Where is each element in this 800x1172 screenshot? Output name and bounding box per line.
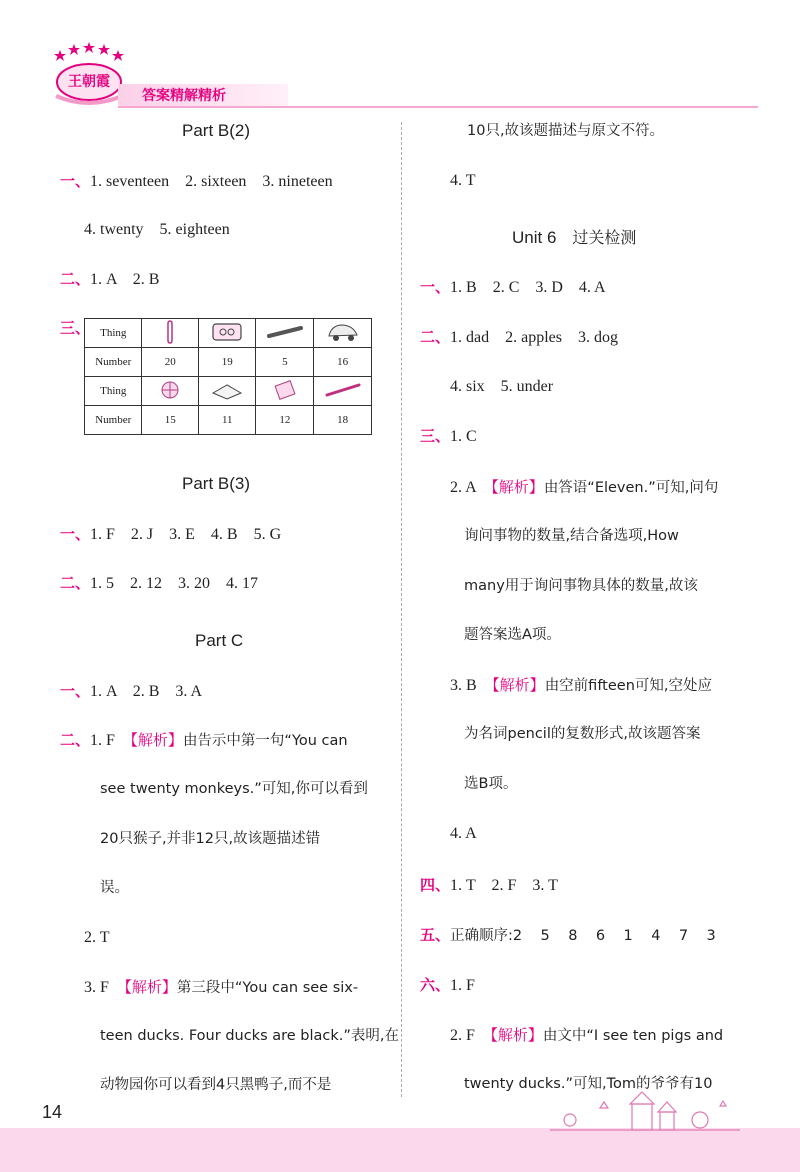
u6-section3 bbox=[420, 426, 477, 447]
answer-text: 1. 5 2. 12 3. 20 4. 17 bbox=[90, 575, 259, 592]
analysis-text: 误。 bbox=[100, 880, 129, 896]
u6-section2 bbox=[420, 327, 618, 348]
answer-text: 2. A bbox=[450, 479, 484, 496]
c-section2-q2: 2. T bbox=[84, 929, 110, 946]
b2-section2 bbox=[60, 269, 159, 290]
table-cell: Thing bbox=[85, 319, 142, 348]
analysis-text: 10只,故该题描述与原文不符。 bbox=[467, 123, 665, 139]
logo-text: 王朝霞 bbox=[68, 74, 110, 90]
heading-unit6 bbox=[512, 228, 636, 248]
answer-text: 1. T 2. F 3. T bbox=[450, 877, 558, 894]
column-divider bbox=[401, 122, 402, 1097]
section-marker: 二、 bbox=[60, 270, 91, 288]
analysis-text: 由告示中第一句“You can bbox=[182, 733, 348, 749]
header-rule bbox=[118, 106, 758, 108]
b3-section1 bbox=[60, 524, 281, 545]
castle-decoration-icon bbox=[540, 1090, 750, 1132]
b2-section1 bbox=[60, 171, 333, 192]
footer-band bbox=[0, 1128, 800, 1172]
analysis-tag: 【解析】 bbox=[122, 731, 183, 749]
table-cell: 15 bbox=[142, 406, 199, 435]
toy-car-icon bbox=[314, 319, 372, 348]
section-marker: 一、 bbox=[60, 682, 91, 700]
pencil-icon bbox=[314, 377, 372, 406]
table-cell: Number bbox=[85, 348, 142, 377]
answer-text: 1. B 2. C 3. D 4. A bbox=[450, 279, 606, 296]
ruler-icon bbox=[142, 319, 199, 348]
analysis-tag: 【解析】 bbox=[483, 478, 544, 496]
answer-text: 1. F bbox=[90, 732, 123, 749]
c-section2-q1 bbox=[60, 730, 348, 751]
table-cell: 18 bbox=[314, 406, 372, 435]
heading-part-b2: Part B(2) bbox=[182, 121, 251, 140]
answer-text: 2. F bbox=[450, 1027, 483, 1044]
analysis-text: 题答案选A项。 bbox=[464, 627, 561, 643]
page-number: 14 bbox=[42, 1102, 63, 1122]
answer-text: 1. F bbox=[450, 977, 475, 994]
analysis-tag: 【解析】 bbox=[482, 1026, 543, 1044]
u6-s6-q2 bbox=[450, 1025, 723, 1046]
c-section2-q3 bbox=[84, 977, 358, 998]
pencil-box-icon bbox=[199, 319, 256, 348]
b3-section2 bbox=[60, 573, 258, 594]
table-cell: 11 bbox=[199, 406, 256, 435]
table-cell: Number bbox=[85, 406, 142, 435]
table-cell: 12 bbox=[256, 406, 314, 435]
analysis-text: see twenty monkeys.”可知,你可以看到 bbox=[100, 781, 368, 797]
heading-part-c: Part C bbox=[195, 631, 244, 650]
u6-q3 bbox=[450, 675, 712, 696]
analysis-text: 动物园你可以看到4只黑鸭子,而不是 bbox=[100, 1077, 332, 1093]
ball-icon bbox=[142, 377, 199, 406]
u6-section4 bbox=[420, 875, 558, 896]
analysis-text: 选B项。 bbox=[464, 776, 518, 792]
answer-text: 正确顺序:2 5 8 6 1 4 7 3 bbox=[450, 928, 716, 944]
table-cell: Thing bbox=[85, 377, 142, 406]
right-q4: 4. T bbox=[450, 172, 476, 189]
analysis-tag: 【解析】 bbox=[116, 978, 177, 996]
analysis-tag: 【解析】 bbox=[484, 676, 545, 694]
header-title: 答案精解精析 bbox=[142, 88, 226, 104]
analysis-text: 由文中“I see ten pigs and bbox=[542, 1028, 724, 1044]
answer-text: 1. F 2. J 3. E 4. B 5. G bbox=[90, 526, 282, 543]
table-row bbox=[85, 348, 372, 377]
analysis-text: 询问事物的数量,结合备选项,How bbox=[464, 528, 679, 544]
section-marker: 五、 bbox=[420, 926, 451, 944]
eraser-icon bbox=[256, 377, 314, 406]
section-marker: 二、 bbox=[60, 731, 91, 749]
u6-section5 bbox=[420, 925, 716, 946]
analysis-text: 为名词pencil的复数形式,故该题答案 bbox=[464, 726, 701, 742]
analysis-text: twenty ducks.”可知,Tom的爷爷有10 bbox=[464, 1076, 713, 1092]
table-cell: 20 bbox=[142, 348, 199, 377]
u6-q4: 4. A bbox=[450, 825, 477, 842]
answer-text: 3. F bbox=[84, 979, 117, 996]
table-cell: 16 bbox=[314, 348, 372, 377]
u6-q2 bbox=[450, 477, 718, 498]
answer-text: 1. seventeen 2. sixteen 3. nineteen bbox=[90, 173, 333, 190]
answer-text: 3. B bbox=[450, 677, 485, 694]
table-row bbox=[85, 377, 372, 406]
b2-section1-line2: 4. twenty 5. eighteen bbox=[84, 221, 230, 238]
u6-section6 bbox=[420, 975, 475, 996]
analysis-text: 由答语“Eleven.”可知,问句 bbox=[543, 480, 719, 496]
section-marker: 四、 bbox=[420, 876, 451, 894]
table-row bbox=[85, 406, 372, 435]
book-icon bbox=[199, 377, 256, 406]
answer-text: 1. A 2. B bbox=[90, 271, 160, 288]
u6-section2-line2: 4. six 5. under bbox=[450, 378, 554, 395]
section-marker: 一、 bbox=[60, 172, 91, 190]
pen-icon bbox=[256, 319, 314, 348]
section-marker: 三、 bbox=[420, 427, 451, 445]
section-marker: 三、 bbox=[60, 319, 91, 337]
things-table bbox=[84, 318, 372, 435]
analysis-text: 20只猴子,并非12只,故该题描述错 bbox=[100, 831, 321, 847]
u6-section1 bbox=[420, 277, 606, 298]
section-marker: 二、 bbox=[60, 574, 91, 592]
table-cell: 19 bbox=[199, 348, 256, 377]
unit-title: 过关检测 bbox=[572, 228, 637, 247]
c-section1 bbox=[60, 681, 202, 702]
section-marker: 六、 bbox=[420, 976, 451, 994]
heading-part-b3: Part B(3) bbox=[182, 474, 251, 493]
table-cell: 5 bbox=[256, 348, 314, 377]
analysis-text: 由空前fifteen可知,空处应 bbox=[544, 678, 712, 694]
answer-text: 1. A 2. B 3. A bbox=[90, 683, 203, 700]
analysis-text: teen ducks. Four ducks are black.”表明,在 bbox=[100, 1028, 400, 1044]
section-marker: 一、 bbox=[60, 525, 91, 543]
unit-label: Unit 6 bbox=[512, 228, 557, 247]
analysis-text: many用于询问事物具体的数量,故该 bbox=[464, 578, 698, 594]
analysis-text: 第三段中“You can see six- bbox=[176, 980, 359, 996]
answer-text: 1. dad 2. apples 3. dog bbox=[450, 329, 618, 346]
section-marker: 一、 bbox=[420, 278, 451, 296]
table-row bbox=[85, 319, 372, 348]
answer-text: 1. C bbox=[450, 428, 477, 445]
section-marker: 二、 bbox=[420, 328, 451, 346]
